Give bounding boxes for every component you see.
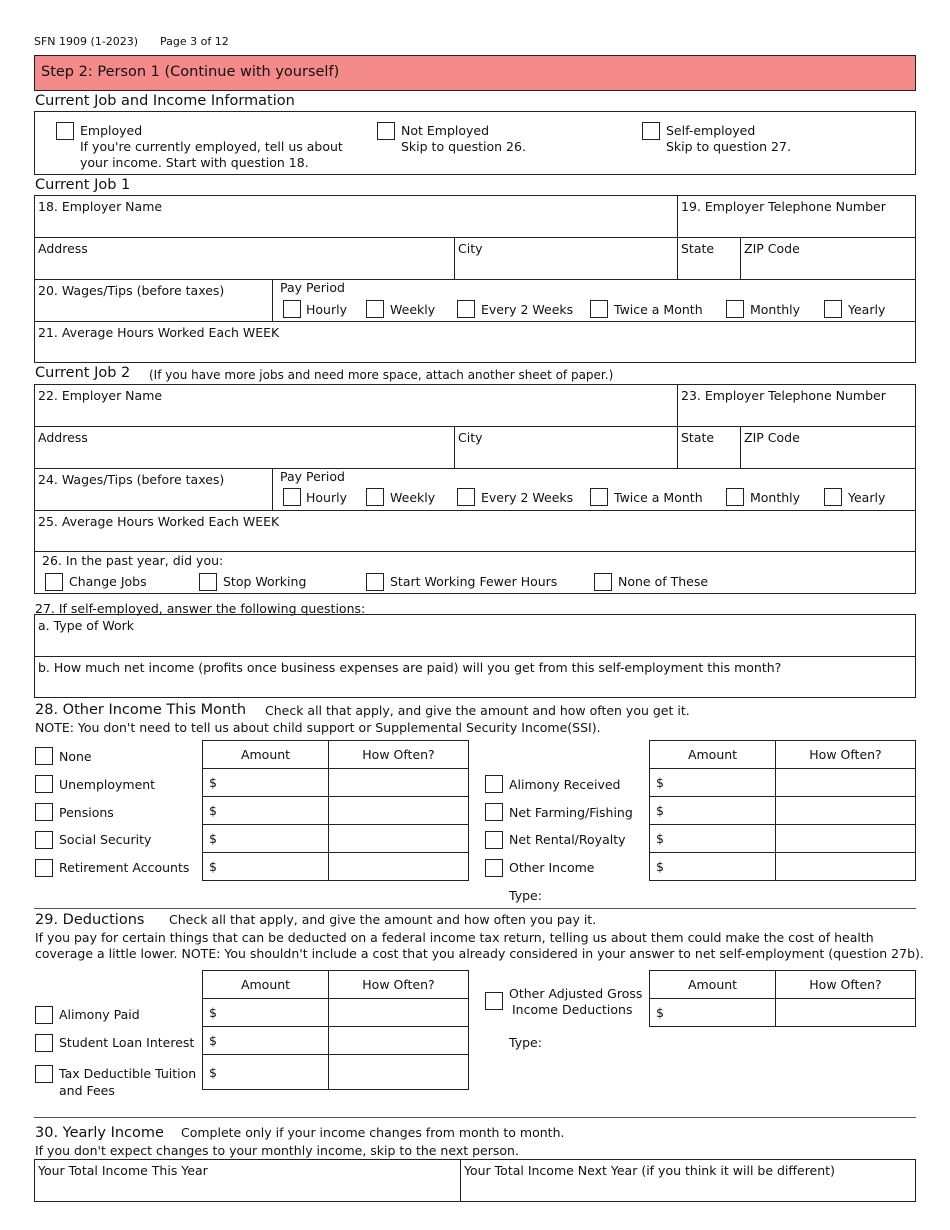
q27a-field[interactable] (38, 634, 912, 653)
job2-employer-phone-field[interactable] (681, 403, 913, 423)
alimony-paid-amount[interactable]: $ (203, 999, 329, 1027)
job1-hours-field[interactable] (38, 341, 912, 360)
q26-question: 26. In the past year, did you: (42, 553, 224, 568)
job1-employer-name-label: 18. Employer Name (38, 199, 163, 214)
job2-employer-phone-label: 23. Employer Telephone Number (681, 388, 886, 403)
unemployment-how-often[interactable] (329, 769, 469, 797)
job2-every-2-weeks-checkbox[interactable] (457, 488, 475, 506)
job2-hourly-label: Hourly (306, 490, 347, 505)
q28-right-table (649, 740, 916, 881)
amount-header: Amount (203, 971, 329, 999)
job1-address-label: Address (38, 241, 88, 256)
q30-title: 30. Yearly Income (35, 1125, 164, 1141)
job1-monthly-checkbox[interactable] (726, 300, 744, 318)
other-deductions-type-field[interactable] (548, 1033, 688, 1051)
fewer-hours-checkbox[interactable] (366, 573, 384, 591)
job1-monthly-label: Monthly (750, 302, 801, 317)
none-of-these-label: None of These (618, 574, 709, 589)
net-farming-amount[interactable]: $ (650, 797, 776, 825)
job2-state-label: State (681, 430, 715, 445)
q29-right-table (649, 970, 916, 1027)
job2-twice-a-month-checkbox[interactable] (590, 488, 608, 506)
q29-left-table (202, 970, 469, 1090)
job2-yearly-label: Yearly (848, 490, 886, 505)
other-income-checkbox[interactable] (485, 859, 503, 877)
other-deductions-label-2: Income Deductions (512, 1002, 633, 1017)
job1-hourly-label: Hourly (306, 302, 347, 317)
job1-employer-phone-label: 19. Employer Telephone Number (681, 199, 886, 214)
job2-hours-label: 25. Average Hours Worked Each WEEK (38, 514, 280, 529)
q28-instruction: Check all that apply, and give the amount and how often you get it. (265, 703, 690, 718)
job2-zip-label: ZIP Code (744, 430, 800, 445)
job2-twice-a-month-label: Twice a Month (614, 490, 703, 505)
student-loan-amount[interactable]: $ (203, 1027, 329, 1055)
job1-city-label: City (458, 241, 483, 256)
job1-every-2-weeks-label: Every 2 Weeks (481, 302, 574, 317)
q28-none-checkbox[interactable] (35, 747, 53, 765)
tuition-label-1: Tax Deductible Tuition (59, 1066, 197, 1081)
q28-none-label: None (59, 749, 92, 764)
net-rental-how-often[interactable] (776, 825, 916, 853)
job2-yearly-checkbox[interactable] (824, 488, 842, 506)
income-this-year-field[interactable] (38, 1180, 456, 1199)
retirement-accounts-how-often[interactable] (329, 853, 469, 881)
other-deductions-checkbox[interactable] (485, 992, 503, 1010)
job2-monthly-label: Monthly (750, 490, 801, 505)
q27b-field[interactable] (38, 676, 912, 695)
job2-title: Current Job 2 (35, 365, 131, 381)
job1-employer-name-field[interactable] (38, 214, 674, 234)
job1-state-field[interactable] (681, 256, 737, 276)
other-income-type-field[interactable] (548, 886, 688, 904)
job1-city-field[interactable] (458, 256, 674, 276)
social-security-how-often[interactable] (329, 825, 469, 853)
self-employed-note: Skip to question 27. (666, 139, 791, 154)
employed-label: Employed (80, 123, 143, 138)
job1-hours-label: 21. Average Hours Worked Each WEEK (38, 325, 280, 340)
job2-city-field[interactable] (458, 445, 674, 465)
pensions-amount[interactable]: $ (203, 797, 329, 825)
how-often-header: How Often? (329, 741, 469, 769)
job1-zip-field[interactable] (744, 256, 914, 276)
net-farming-checkbox[interactable] (485, 803, 503, 821)
stop-working-checkbox[interactable] (199, 573, 217, 591)
q28-note: NOTE: You don't need to tell us about child support or Supplemental Security Income(SSI). (35, 720, 601, 735)
other-income-amount[interactable]: $ (650, 853, 776, 881)
other-income-how-often[interactable] (776, 853, 916, 881)
not-employed-note: Skip to question 26. (401, 139, 526, 154)
q27-question: 27. If self-employed, answer the following questions: (35, 601, 366, 616)
student-loan-checkbox[interactable] (35, 1034, 53, 1052)
alimony-received-checkbox[interactable] (485, 775, 503, 793)
job2-wages-field[interactable] (38, 489, 268, 507)
job2-hours-field[interactable] (38, 530, 912, 549)
job2-weekly-checkbox[interactable] (366, 488, 384, 506)
q30-instruction: Complete only if your income changes from month to month. (181, 1125, 565, 1140)
step-title: Step 2: Person 1 (Continue with yourself) (41, 64, 340, 80)
retirement-accounts-amount[interactable]: $ (203, 853, 329, 881)
job2-address-field[interactable] (38, 445, 450, 465)
form-id: SFN 1909 (1-2023) (34, 35, 139, 48)
income-next-year-field[interactable] (464, 1180, 912, 1199)
not-employed-checkbox[interactable] (377, 122, 395, 140)
other-income-type-label: Type: (509, 888, 542, 903)
other-deductions-how-often[interactable] (776, 999, 916, 1027)
alimony-paid-checkbox[interactable] (35, 1006, 53, 1024)
retirement-accounts-label: Retirement Accounts (59, 860, 190, 875)
page-number: Page 3 of 12 (160, 35, 229, 48)
job2-wages-label: 24. Wages/Tips (before taxes) (38, 472, 225, 487)
job1-twice-a-month-checkbox[interactable] (590, 300, 608, 318)
divider (34, 1117, 916, 1118)
tuition-label-2: and Fees (59, 1083, 115, 1098)
job1-twice-a-month-label: Twice a Month (614, 302, 703, 317)
q29-instruction: Check all that apply, and give the amount and how often you pay it. (169, 912, 597, 927)
q28-title: 28. Other Income This Month (35, 702, 247, 718)
other-deductions-label-1: Other Adjusted Gross (509, 986, 643, 1001)
income-this-year-label: Your Total Income This Year (38, 1163, 208, 1178)
job2-employer-name-field[interactable] (38, 403, 674, 423)
other-deductions-type-label: Type: (509, 1035, 542, 1050)
q27b-label: b. How much net income (profits once business expenses are paid) will you get from this self-employment this month? (38, 660, 782, 675)
job1-title: Current Job 1 (35, 177, 131, 193)
how-often-header: How Often? (329, 971, 469, 999)
tuition-amount[interactable]: $ (203, 1055, 329, 1090)
social-security-checkbox[interactable] (35, 831, 53, 849)
alimony-received-amount[interactable]: $ (650, 769, 776, 797)
tuition-how-often[interactable] (329, 1055, 469, 1090)
alimony-received-how-often[interactable] (776, 769, 916, 797)
pensions-how-often[interactable] (329, 797, 469, 825)
not-employed-label: Not Employed (401, 123, 490, 138)
amount-header: Amount (203, 741, 329, 769)
unemployment-amount[interactable]: $ (203, 769, 329, 797)
other-deductions-amount[interactable]: $ (650, 999, 776, 1027)
other-income-label: Other Income (509, 860, 595, 875)
q28-left-table (202, 740, 469, 881)
tuition-checkbox[interactable] (35, 1065, 53, 1083)
social-security-label: Social Security (59, 832, 152, 847)
employed-note-1: If you're currently employed, tell us about (80, 139, 343, 154)
how-often-header: How Often? (776, 741, 916, 769)
pensions-checkbox[interactable] (35, 803, 53, 821)
job2-weekly-label: Weekly (390, 490, 436, 505)
amount-header: Amount (650, 741, 776, 769)
alimony-received-label: Alimony Received (509, 777, 621, 792)
divider (34, 908, 916, 909)
student-loan-label: Student Loan Interest (59, 1035, 195, 1050)
step-banner (34, 55, 916, 91)
alimony-paid-label: Alimony Paid (59, 1007, 140, 1022)
job1-pay-period-label: Pay Period (280, 280, 345, 295)
self-employed-checkbox[interactable] (642, 122, 660, 140)
job2-monthly-checkbox[interactable] (726, 488, 744, 506)
job1-wages-label: 20. Wages/Tips (before taxes) (38, 283, 225, 298)
income-next-year-label: Your Total Income Next Year (if you think it will be different) (464, 1163, 835, 1178)
job1-address-field[interactable] (38, 256, 450, 276)
job1-yearly-checkbox[interactable] (824, 300, 842, 318)
job2-subtitle: (If you have more jobs and need more space, attach another sheet of paper.) (149, 368, 614, 382)
net-farming-how-often[interactable] (776, 797, 916, 825)
job1-weekly-checkbox[interactable] (366, 300, 384, 318)
retirement-accounts-checkbox[interactable] (35, 859, 53, 877)
job1-yearly-label: Yearly (848, 302, 886, 317)
q30-note: If you don't expect changes to your monthly income, skip to the next person. (35, 1143, 519, 1158)
job2-employer-name-label: 22. Employer Name (38, 388, 163, 403)
pensions-label: Pensions (59, 805, 114, 820)
q29-title: 29. Deductions (35, 912, 145, 928)
social-security-amount[interactable]: $ (203, 825, 329, 853)
q29-note-1: If you pay for certain things that can be deducted on a federal income tax return, telling us about them could make the cost of health (35, 930, 874, 945)
job2-city-label: City (458, 430, 483, 445)
employed-note-2: your income. Start with question 18. (80, 155, 309, 170)
job2-hourly-checkbox[interactable] (283, 488, 301, 506)
q29-note-2: coverage a little lower. NOTE: You shouldn't include a cost that you already considered in your answer to net self-employment (question 27b). (35, 946, 924, 961)
job2-address-label: Address (38, 430, 88, 445)
job2-zip-field[interactable] (744, 445, 914, 465)
amount-header: Amount (650, 971, 776, 999)
job1-hourly-checkbox[interactable] (283, 300, 301, 318)
job2-every-2-weeks-label: Every 2 Weeks (481, 490, 574, 505)
q27a-label: a. Type of Work (38, 618, 134, 633)
net-rental-label: Net Rental/Royalty (509, 832, 626, 847)
alimony-paid-how-often[interactable] (329, 999, 469, 1027)
job1-employer-phone-field[interactable] (681, 214, 913, 234)
student-loan-how-often[interactable] (329, 1027, 469, 1055)
job1-every-2-weeks-checkbox[interactable] (457, 300, 475, 318)
net-rental-amount[interactable]: $ (650, 825, 776, 853)
change-jobs-checkbox[interactable] (45, 573, 63, 591)
change-jobs-label: Change Jobs (69, 574, 147, 589)
none-of-these-checkbox[interactable] (594, 573, 612, 591)
job1-state-label: State (681, 241, 715, 256)
unemployment-label: Unemployment (59, 777, 156, 792)
stop-working-label: Stop Working (223, 574, 307, 589)
job1-zip-label: ZIP Code (744, 241, 800, 256)
employed-checkbox[interactable] (56, 122, 74, 140)
fewer-hours-label: Start Working Fewer Hours (390, 574, 558, 589)
how-often-header: How Often? (776, 971, 916, 999)
unemployment-checkbox[interactable] (35, 775, 53, 793)
job-info-title: Current Job and Income Information (35, 93, 295, 109)
net-rental-checkbox[interactable] (485, 831, 503, 849)
job2-state-field[interactable] (681, 445, 737, 465)
job1-wages-field[interactable] (38, 300, 268, 318)
self-employed-label: Self-employed (666, 123, 756, 138)
job1-weekly-label: Weekly (390, 302, 436, 317)
net-farming-label: Net Farming/Fishing (509, 805, 633, 820)
job2-pay-period-label: Pay Period (280, 469, 345, 484)
